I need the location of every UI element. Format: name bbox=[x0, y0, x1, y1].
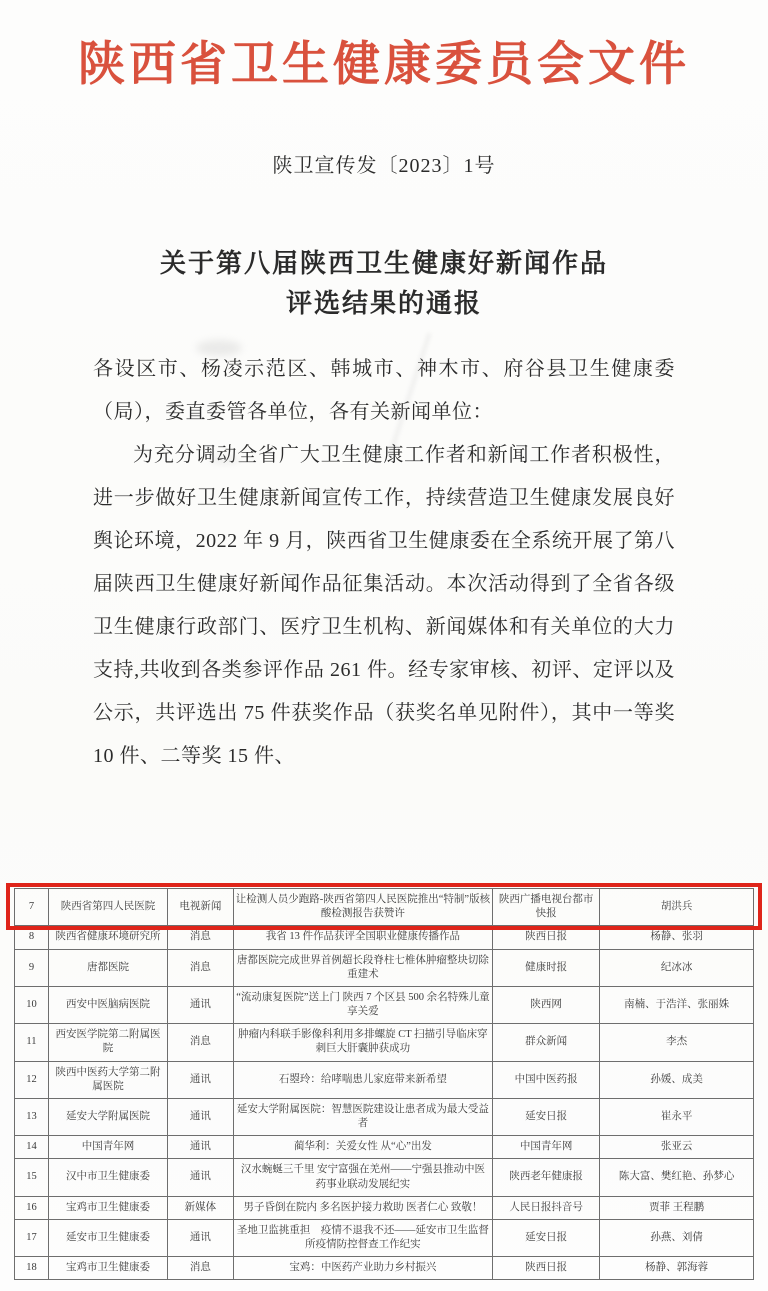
cell-no: 9 bbox=[15, 949, 49, 986]
cell-no: 7 bbox=[15, 889, 49, 926]
cell-no: 12 bbox=[15, 1061, 49, 1098]
cell-genre: 通讯 bbox=[167, 986, 233, 1023]
cell-title: 石曌玲：给哮喘患儿家庭带来新希望 bbox=[233, 1061, 492, 1098]
cell-title: 圣地卫监挑重担 疫情不退我不还——延安市卫生监督所疫情防控督查工作纪实 bbox=[233, 1219, 492, 1256]
cell-genre: 新媒体 bbox=[167, 1196, 233, 1219]
cell-authors: 孙媛、成美 bbox=[600, 1061, 754, 1098]
letterhead-title: 陕西省卫生健康委员会文件 bbox=[78, 39, 690, 91]
body-paragraph: 为充分调动全省广大卫生健康工作者和新闻工作者积极性，进一步做好卫生健康新闻宣传工作，持续营造卫生健康发展良好舆论环境，2022 年 9 月，陕西省卫生健康委在全系统开展了第八届陕西卫生健康好新闻作品征集活动。本次活动得到了全省各级卫生健康行政部门、医疗卫生机构、新闻媒体和有关单位的大力支持,共收到各类参评作品 261 件。经专家审核、初评、定评以及公示，共评选出 75 件获奖作品（获奖名单见附件），其中一等奖 10 件、二等奖 15 件、 bbox=[93, 444, 675, 768]
cell-genre: 消息 bbox=[167, 1257, 233, 1280]
cell-media: 陕西广播电视台都市快报 bbox=[493, 889, 600, 926]
cell-authors: 杨静、张羽 bbox=[600, 926, 754, 949]
cell-genre: 通讯 bbox=[167, 1159, 233, 1196]
notice-title bbox=[0, 244, 768, 325]
notice-body bbox=[93, 348, 675, 778]
cell-media: 陕西日报 bbox=[493, 926, 600, 949]
table-row bbox=[15, 1257, 754, 1280]
cell-title: 让检测人员少跑路-陕西省第四人民医院推出“特制”版核酸检测报告获赞许 bbox=[233, 889, 492, 926]
cell-unit: 延安大学附属医院 bbox=[48, 1098, 167, 1135]
cell-genre: 电视新闻 bbox=[167, 889, 233, 926]
cell-genre: 通讯 bbox=[167, 1061, 233, 1098]
salutation-paragraph: 各设区市、杨凌示范区、韩城市、神木市、府谷县卫生健康委（局），委直委管各单位，各有关新闻单位： bbox=[93, 358, 675, 424]
cell-unit: 陕西省第四人民医院 bbox=[48, 889, 167, 926]
cell-media: 陕西网 bbox=[493, 986, 600, 1023]
table-row bbox=[15, 889, 754, 926]
cell-unit: 西安中医脑病医院 bbox=[48, 986, 167, 1023]
cell-title: 唐都医院完成世界首例超长段脊柱七椎体肿瘤整块切除重建术 bbox=[233, 949, 492, 986]
cell-authors: 李杰 bbox=[600, 1024, 754, 1061]
cell-unit: 延安市卫生健康委 bbox=[48, 1219, 167, 1256]
cell-unit: 宝鸡市卫生健康委 bbox=[48, 1196, 167, 1219]
cell-authors: 孙燕、刘倩 bbox=[600, 1219, 754, 1256]
cell-authors: 贾菲 王程鹏 bbox=[600, 1196, 754, 1219]
cell-media: 延安日报 bbox=[493, 1219, 600, 1256]
table-row bbox=[15, 1219, 754, 1256]
cell-genre: 通讯 bbox=[167, 1136, 233, 1159]
cell-genre: 通讯 bbox=[167, 1219, 233, 1256]
cell-no: 8 bbox=[15, 926, 49, 949]
cell-no: 15 bbox=[15, 1159, 49, 1196]
cell-media: 群众新闻 bbox=[493, 1024, 600, 1061]
document-number: 陕卫宣传发〔2023〕1号 bbox=[272, 154, 496, 177]
cell-media: 陕西日报 bbox=[493, 1257, 600, 1280]
awards-table-body bbox=[15, 889, 754, 1280]
cell-title: 蔺华利：关爱女性 从“心”出发 bbox=[233, 1136, 492, 1159]
table-row bbox=[15, 1098, 754, 1135]
table-row bbox=[15, 1061, 754, 1098]
cell-unit: 宝鸡市卫生健康委 bbox=[48, 1257, 167, 1280]
cell-title: 延安大学附属医院：智慧医院建设让患者成为最大受益者 bbox=[233, 1098, 492, 1135]
cell-unit: 汉中市卫生健康委 bbox=[48, 1159, 167, 1196]
cell-media: 健康时报 bbox=[493, 949, 600, 986]
cell-authors: 杨静、郭海蓉 bbox=[600, 1257, 754, 1280]
cell-unit: 陕西中医药大学第二附属医院 bbox=[48, 1061, 167, 1098]
table-row bbox=[15, 926, 754, 949]
cell-genre: 消息 bbox=[167, 1024, 233, 1061]
cell-title: “流动康复医院”送上门 陕西 7 个区县 500 余名特殊儿童享关爱 bbox=[233, 986, 492, 1023]
cell-title: 我省 13 件作品获评全国职业健康传播作品 bbox=[233, 926, 492, 949]
table-row bbox=[15, 1024, 754, 1061]
cell-title: 男子昏倒在院内 多名医护接力救助 医者仁心 致敬！ bbox=[233, 1196, 492, 1219]
cell-no: 14 bbox=[15, 1136, 49, 1159]
cell-no: 17 bbox=[15, 1219, 49, 1256]
cell-authors: 纪冰冰 bbox=[600, 949, 754, 986]
table-row bbox=[15, 1196, 754, 1219]
cell-unit: 西安医学院第二附属医院 bbox=[48, 1024, 167, 1061]
cell-no: 11 bbox=[15, 1024, 49, 1061]
cell-no: 16 bbox=[15, 1196, 49, 1219]
cell-genre: 通讯 bbox=[167, 1098, 233, 1135]
cell-title: 汉水蜿蜒三千里 安宁富强在羌州——宁强县推动中医药事业联动发展纪实 bbox=[233, 1159, 492, 1196]
cell-media: 中国青年网 bbox=[493, 1136, 600, 1159]
table-row bbox=[15, 949, 754, 986]
cell-authors: 陈大富、樊红艳、孙梦心 bbox=[600, 1159, 754, 1196]
cell-genre: 消息 bbox=[167, 949, 233, 986]
notice-title-line1: 关于第八届陕西卫生健康好新闻作品 bbox=[159, 248, 608, 278]
cell-genre: 消息 bbox=[167, 926, 233, 949]
cell-unit: 唐都医院 bbox=[48, 949, 167, 986]
awards-table bbox=[14, 888, 754, 1280]
cell-authors: 张亚云 bbox=[600, 1136, 754, 1159]
notice-title-line2: 评选结果的通报 bbox=[285, 288, 482, 318]
cell-title: 宝鸡：中医药产业助力乡村振兴 bbox=[233, 1257, 492, 1280]
cell-no: 18 bbox=[15, 1257, 49, 1280]
cell-media: 人民日报抖音号 bbox=[493, 1196, 600, 1219]
cell-authors: 南楠、于浩洋、张丽姝 bbox=[600, 986, 754, 1023]
cell-media: 中国中医药报 bbox=[493, 1061, 600, 1098]
cell-title: 肿瘤内科联手影像科利用多排螺旋 CT 扫描引导临床穿刺巨大肝囊肿获成功 bbox=[233, 1024, 492, 1061]
cell-unit: 陕西省健康环境研究所 bbox=[48, 926, 167, 949]
cell-media: 延安日报 bbox=[493, 1098, 600, 1135]
cell-unit: 中国青年网 bbox=[48, 1136, 167, 1159]
cell-authors: 崔永平 bbox=[600, 1098, 754, 1135]
table-row bbox=[15, 986, 754, 1023]
cell-no: 10 bbox=[15, 986, 49, 1023]
cell-media: 陕西老年健康报 bbox=[493, 1159, 600, 1196]
table-row bbox=[15, 1159, 754, 1196]
table-row bbox=[15, 1136, 754, 1159]
awards-table-container bbox=[14, 888, 754, 1280]
cell-authors: 胡洪兵 bbox=[600, 889, 754, 926]
cell-no: 13 bbox=[15, 1098, 49, 1135]
